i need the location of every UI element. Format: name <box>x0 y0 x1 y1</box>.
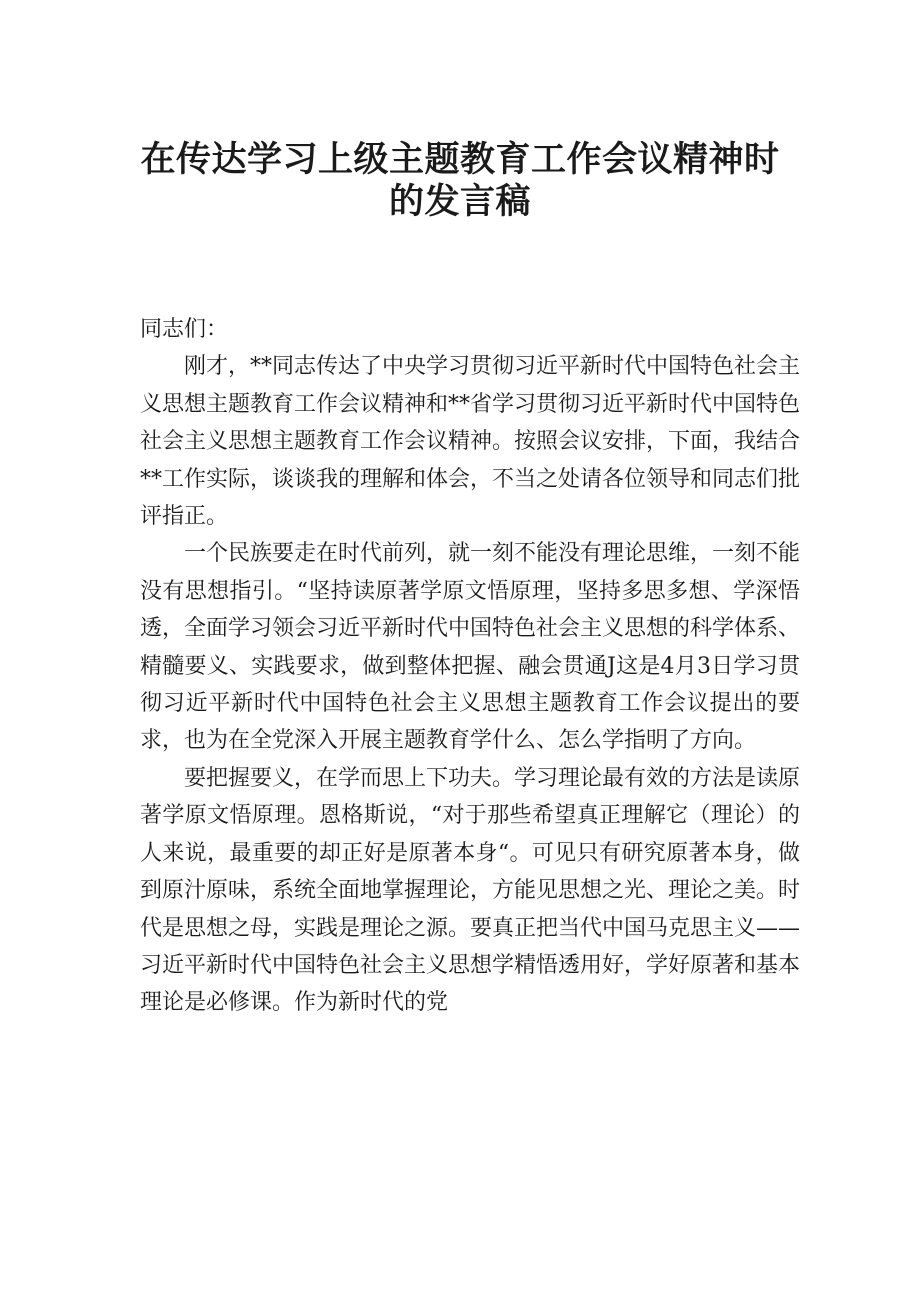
paragraph: 刚才，**同志传达了中央学习贯彻习近平新时代中国特色社会主义思想主题教育工作会议精神和**省学习贯彻习近平新时代中国特色社会主义思想主题教育工作会议精神。按照会议安排，下面，我结合**工作实际，谈谈我的理解和体会，不当之处请各位领导和同志们批评指正。 <box>140 354 801 530</box>
document-title-line-1: 在传达学习上级主题教育工作会议精神时 <box>140 140 780 180</box>
paragraph: 要把握要义，在学而思上下功夫。学习理论最有效的方法是读原著学原文悟原理。恩格斯说，“对于那些希望真正理解它（理论）的人来说，最重要的却正好是原著本身“。可见只有研究原著本身，做到原汁原味，系统全面地掌握理论，方能见思想之光、理论之美。时代是思想之母，实践是理论之源。要真正把当代中国马克思主义——习近平新时代中国特色社会主义思想学精悟透用好，学好原著和基本理论是必修课。作为新时代的党 <box>140 765 801 1016</box>
document-body <box>140 311 800 1022</box>
document-title-line-2: 的发言稿 <box>388 182 531 222</box>
paragraph: 一个民族要走在时代前列，就一刻不能没有理论思维，一刻不能没有思想指引。“坚持读原著学原文悟原理，坚持多思多想、学深悟透，全面学习领会习近平新时代中国特色社会主义思想的科学体系、精髓要义、实践要求，做到整体把握、融会贯通J这是4月3日学习贯彻习近平新时代中国特色社会主义思想主题教育工作会议提出的要求，也为在全党深入开展主题教育学什么、怎么学指明了方向。 <box>140 541 801 754</box>
salutation: 同志们： <box>140 317 229 342</box>
